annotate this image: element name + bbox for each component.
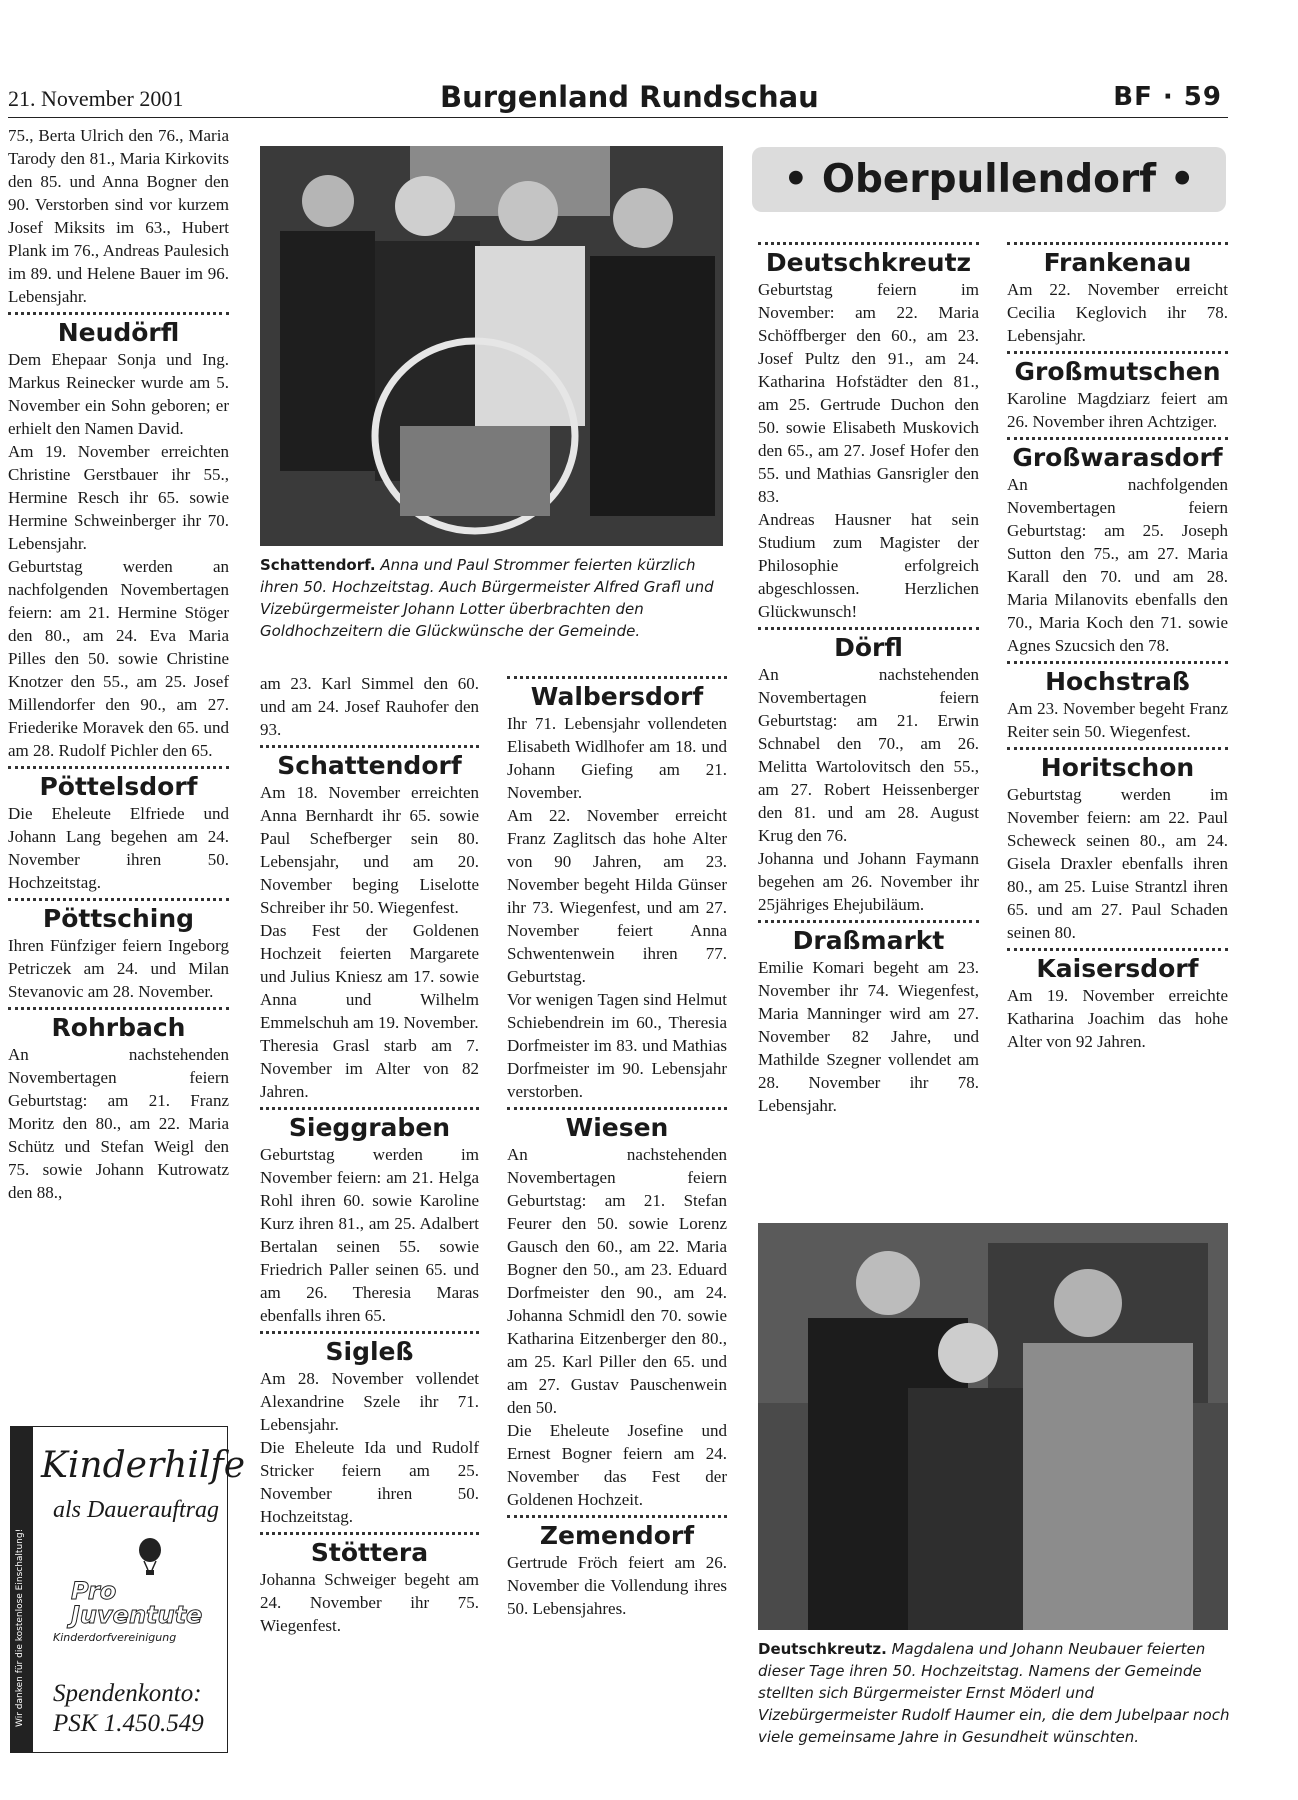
section-grossmutschen: [1007, 351, 1228, 433]
ad-script-title: Kinderhilfe: [41, 1445, 245, 1486]
header-rule: [8, 117, 1228, 118]
article-paragraph: Am 22. November erreicht Cecilia Keglovich ihr 78. Lebensjahr.: [1007, 280, 1228, 345]
section-title: Sigleß: [325, 1337, 414, 1366]
article-paragraph: Geburtstag werden an nachfolgenden Novembertagen feiern: am 21. Hermine Stöger den 80., am 24. Eva Maria Pilles den 50. sowie Christine Knotzer den 55., am 25. Josef Millendorfer den 90., am 27. Friederike Moravek den 65. und am 28. Rudolf Pichler den 65.: [8, 557, 229, 760]
column-1: [8, 124, 229, 1204]
section-title: Stöttera: [310, 1538, 429, 1567]
section-title: Pöttelsdorf: [39, 772, 198, 801]
section-title: Schattendorf: [277, 751, 462, 780]
article-paragraph: An nachstehenden Novembertagen feiern Geburtstag: am 21. Erwin Schnabel den 70., am 26. Melitta Wartolovitsch den 55., am 27. Robert Heissenberger den 81. und am 28. August Krug den 76.: [758, 665, 979, 845]
caption-text: Anna und Paul Strommer feierten kürzlich ihren 50. Hochzeitstag. Auch Bürgermeister Alfred Grafl und Vizebürgermeister Johann Lotter überbrachten den Goldhochzeitern die Glückwünsche der Gemeinde.: [260, 556, 714, 640]
article-paragraph: Am 19. November erreichte Katharina Joachim das hohe Alter von 92 Jahren.: [1007, 986, 1228, 1051]
article-paragraph: Ihr 71. Lebensjahr vollendeten Elisabeth Widlhofer am 18. und Johann Giefing am 21. November.: [507, 714, 727, 802]
section-title: Pöttsching: [42, 904, 195, 933]
ad-sidebar: [11, 1427, 33, 1752]
article-paragraph: Dem Ehepaar Sonja und Ing. Markus Reinecker wurde am 5. November ein Sohn geboren; er erhielt den Namen David.: [8, 350, 229, 438]
section-title: Draßmarkt: [792, 926, 945, 955]
photo-deutschkreutz-caption: [758, 1638, 1231, 1748]
section-title: Dörfl: [834, 633, 903, 662]
article-paragraph: Emilie Komari begeht am 23. November ihr 74. Wiegenfest, Maria Manninger wird am 27. November 82 Jahre, und Mathilde Szegner vollendet am 28. November ihr 78. Lebensjahr.: [758, 958, 979, 1115]
section-poettsching: [8, 898, 229, 1003]
photo-schattendorf: [260, 146, 723, 546]
continued-text: am 23. Karl Simmel den 60. und am 24. Josef Rauhofer den 93.: [260, 674, 479, 739]
article-paragraph: Die Eheleute Elfriede und Johann Lang begehen am 24. November ihren 50. Hochzeitstag.: [8, 804, 229, 892]
section-drassmarkt: [758, 920, 979, 1117]
section-title: Neudörfl: [57, 318, 180, 347]
caption-place: Deutschkreutz.: [758, 1640, 887, 1658]
continued-block: [260, 672, 479, 741]
section-title: Deutschkreutz: [765, 248, 972, 277]
continued-text: 75., Berta Ulrich den 76., Maria Tarody den 81., Maria Kirkovits den 85. und Anna Bogner den 90. Verstorben sind vor kurzem Josef Miksits im 63., Hubert Plank im 76., Andreas Paulesich im 89. und Helene Bauer im 96. Lebensjahr.: [8, 126, 229, 306]
section-hochstrass: [1007, 661, 1228, 743]
section-schattendorf: [260, 745, 479, 1103]
section-wiesen: [507, 1107, 727, 1511]
article-paragraph: An nachfolgenden Novembertagen feiern Geburtstag: am 25. Joseph Sutton den 75., am 27. Maria Karall den 70. und am 28. Maria Milanovits ebenfalls den 70., Maria Koch den 71. sowie Agnes Szucsich den 78.: [1007, 475, 1228, 655]
section-title: Großwarasdorf: [1012, 443, 1223, 472]
section-sieggraben: [260, 1107, 479, 1327]
issue-date: 21. November 2001: [8, 86, 184, 111]
ad-sidebar-text: Wir danken für die kostenlose Einschaltung!: [15, 1528, 25, 1727]
column-2: [260, 672, 479, 1637]
section-poettelsdorf: [8, 766, 229, 894]
article-paragraph: Karoline Magdziarz feiert am 26. November ihren Achtziger.: [1007, 389, 1228, 431]
article-paragraph: Am 23. November begeht Franz Reiter sein 50. Wiegenfest.: [1007, 699, 1228, 741]
section-kaisersdorf: [1007, 948, 1228, 1053]
section-rohrbach: [8, 1007, 229, 1204]
section-title: Sieggraben: [288, 1113, 451, 1142]
logo-word: Pro: [71, 1577, 117, 1605]
donation-account: [53, 1679, 204, 1739]
caption-text: Magdalena und Johann Neubauer feierten dieser Tage ihren 50. Hochzeitstag. Namens der Gemeinde stellten sich Bürgermeister Ernst Möderl und Vizebürgermeister Rudolf Haumer ein, die dem Jubelpaar noch viele gemeinsame Jahre in Gesundheit wünschten.: [758, 1640, 1230, 1746]
section-walbersdorf: [507, 676, 727, 1103]
article-paragraph: An nachstehenden Novembertagen feiern Geburtstag: am 21. Franz Moritz den 80., am 22. Maria Schütz und Stefan Weigl den 75. sowie Johann Kutrowatz den 88.,: [8, 1045, 229, 1202]
article-paragraph: Andreas Hausner hat sein Studium zum Magister der Philosophie erfolgreich abgeschlossen. Herzlichen Glückwunsch!: [758, 510, 979, 621]
article-paragraph: Die Eheleute Josefine und Ernest Bogner feiern am 24. November das Fest der Goldenen Hochzeit.: [507, 1421, 727, 1509]
article-paragraph: Geburtstag werden im November feiern: am 22. Paul Scheweck seinen 80., am 24. Gisela Draxler ebenfalls ihren 80., am 25. Luise Strantzl ihren 65. und am 27. Paul Schaden seinen 80.: [1007, 785, 1228, 942]
section-stoettera: [260, 1532, 479, 1637]
column-4: [758, 238, 979, 1117]
section-sigless: [260, 1331, 479, 1528]
article-paragraph: Johanna und Johann Faymann begehen am 26. November ihr 25jähriges Ehejubiläum.: [758, 849, 979, 914]
caption-place: Schattendorf.: [260, 556, 376, 574]
account-label: Spendenkonto:: [53, 1680, 202, 1707]
article-paragraph: Das Fest der Goldenen Hochzeit feierten Margarete und Julius Kniesz am 17. sowie Anna und Wilhelm Emmelschuh am 19. November.: [260, 921, 479, 1032]
column-3: [507, 672, 727, 1620]
photo-deutschkreutz-image: [758, 1223, 1228, 1630]
section-zemendorf: [507, 1515, 727, 1620]
photo-schattendorf-image: [260, 146, 723, 546]
photo-schattendorf-caption: [260, 554, 726, 642]
section-title: Großmutschen: [1014, 357, 1221, 386]
article-paragraph: Vor wenigen Tagen sind Helmut Schiebendrein im 60., Theresia Dorfmeister im 83. und Mathias Dorfmeister im 90. Lebensjahr verstorben.: [507, 990, 727, 1101]
column-5: [1007, 238, 1228, 1053]
balloon-icon: [135, 1537, 165, 1577]
section-horitschon: [1007, 747, 1228, 944]
section-title: Zemendorf: [539, 1521, 695, 1550]
section-doerfl: [758, 627, 979, 916]
section-title: Horitschon: [1040, 753, 1195, 782]
section-frankenau: [1007, 242, 1228, 347]
article-paragraph: Gertrude Fröch feiert am 26. November die Vollendung ihres 50. Lebensjahres.: [507, 1553, 727, 1618]
section-title: Wiesen: [565, 1113, 669, 1142]
article-paragraph: Theresia Grasl starb am 7. November im Alter von 82 Jahren.: [260, 1036, 479, 1101]
section-title: Hochstraß: [1045, 667, 1190, 696]
pro-juventute-logo: [71, 1579, 202, 1627]
article-paragraph: Geburtstag feiern im November: am 22. Maria Schöffberger den 60., am 23. Josef Pultz den 91., am 24. Katharina Hofstädter den 81., am 25. Gertrude Duchon den 50. sowie Elisabeth Muskovich den 65., am 27. Josef Hofer den 55. und Mathias Gansrigler den 83.: [758, 280, 979, 506]
logo-word: Juventute: [71, 1601, 203, 1629]
section-title: Kaisersdorf: [1036, 954, 1199, 983]
region-banner: • Oberpullendorf •: [752, 147, 1226, 212]
account-number: PSK 1.450.549: [53, 1710, 204, 1737]
article-paragraph: Ihren Fünfziger feiern Ingeborg Petriczek am 24. und Milan Stevanovic am 28. November.: [8, 936, 229, 1001]
article-paragraph: Am 22. November erreicht Franz Zaglitsch das hohe Alter von 90 Jahren, am 23. November begeht Hilda Günser ihr 73. Wiegenfest, und am 27. November feiert Anna Schwentenwein ihren 77. Geburtstag.: [507, 806, 727, 986]
section-grosswarasdorf: [1007, 437, 1228, 657]
kinderhilfe-advertisement[interactable]: [10, 1426, 245, 1753]
ad-organisation: Kinderdorfvereinigung: [53, 1631, 177, 1644]
article-paragraph: Am 18. November erreichten Anna Bernhardt ihr 65. sowie Paul Schefberger sein 80. Lebensjahr, und am 20. November beging Liselotte Schreiber ihr 50. Wiegenfest.: [260, 783, 479, 917]
section-neudoerfl: [8, 312, 229, 762]
section-title: Rohrbach: [51, 1013, 186, 1042]
article-paragraph: Am 19. November erreichten Christine Gerstbauer ihr 55., Hermine Resch ihr 65. sowie Hermine Schweinberger ihr 70. Lebensjahr.: [8, 442, 229, 553]
ad-subtitle: als Dauerauftrag: [53, 1497, 220, 1523]
article-paragraph: Am 28. November vollendet Alexandrine Szele ihr 71. Lebensjahr.: [260, 1369, 479, 1434]
section-title: Frankenau: [1043, 248, 1192, 277]
photo-deutschkreutz: [758, 1223, 1228, 1630]
article-paragraph: Johanna Schweiger begeht am 24. November ihr 75. Wiegenfest.: [260, 1570, 479, 1635]
article-paragraph: Geburtstag werden im November feiern: am 21. Helga Rohl ihren 60. sowie Karoline Kurz ihren 81., am 25. Adalbert Bertalan seinen 55. sowie Friedrich Paller seinen 65. und am 26. Theresia Maras ebenfalls ihren 65.: [260, 1145, 479, 1325]
article-paragraph: Die Eheleute Ida und Rudolf Stricker feiern am 25. November ihren 50. Hochzeitstag.: [260, 1438, 479, 1526]
newspaper-title: Burgenland Rundschau: [440, 80, 819, 114]
section-deutschkreutz: [758, 242, 979, 623]
page-number: BF · 59: [1113, 82, 1222, 112]
article-paragraph: An nachstehenden Novembertagen feiern Geburtstag: am 21. Stefan Feurer den 50. sowie Lorenz Gausch den 60., am 22. Maria Bogner den 50., am 23. Eduard Dorfmeister den 90., am 24. Johanna Schmidl den 70. sowie Katharina Eitzenberger den 80., am 25. Karl Piller den 65. und am 27. Gustav Pauschenwein den 50.: [507, 1145, 727, 1417]
section-title: Walbersdorf: [530, 682, 704, 711]
